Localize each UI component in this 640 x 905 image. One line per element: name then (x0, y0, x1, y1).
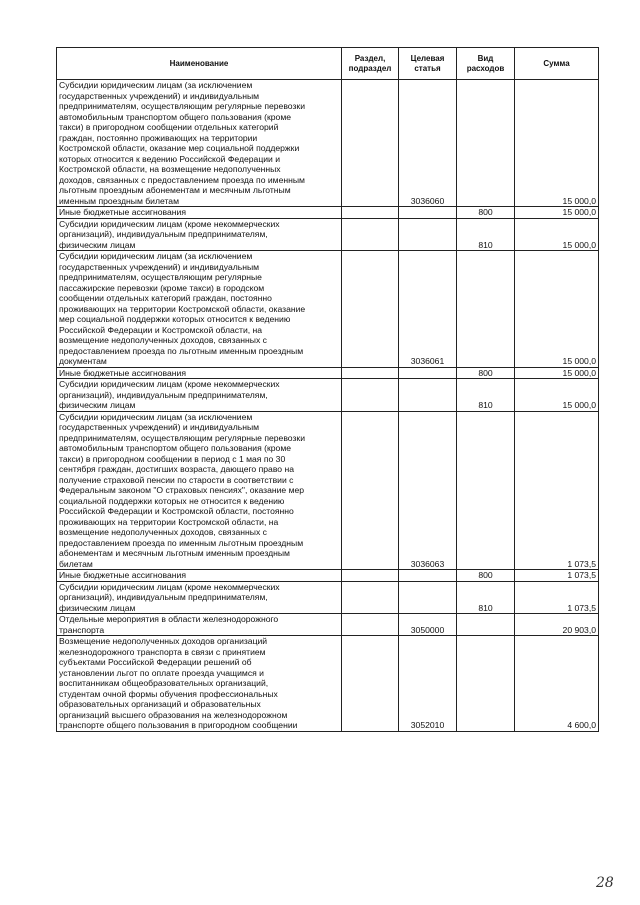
table-row (57, 581, 599, 614)
cell-article (399, 570, 457, 582)
cell-name: Возмещение недополученных доходов организаций железнодорожного транспорта в связи с принятием субъектами Российской Федерации решений об установлении льгот по оплате проезда учащимся и воспитанникам общеобразовательных организаций, студентам очной формы обучения профессиональных образовательных организаций и образовательных организаций высшего образования на железнодорожном транспорте общего пользования в пригородном сообщении (57, 636, 342, 732)
table-row (57, 251, 599, 368)
cell-name: Субсидии юридическим лицам (за исключением государственных учреждений) и индивидуальным предпринимателям, осуществляющим регулярные пассажирские перевозки (кроме такси) в городском сообщении отдельных категорий граждан, постоянно проживающих на территории Костромской области, оказание мер социальной поддержки которых относится к ведению Российской Федерации и Костромской области, на возмещение недополученных доходов, связанных с предоставлением проезда по льготным именным проездным документам (57, 251, 342, 368)
cell-name: Иные бюджетные ассигнования (57, 207, 342, 219)
cell-article: 3052010 (399, 636, 457, 732)
cell-section (342, 251, 399, 368)
table-row (57, 411, 599, 570)
cell-expense: 810 (457, 218, 515, 251)
cell-name: Субсидии юридическим лицам (за исключением государственных учреждений) и индивидуальным предпринимателям, осуществляющим регулярные перевозки автомобильным транспортом общего пользования (кроме такси) в пригородном сообщении в период с 1 мая по 30 сентября граждан, достигших возраста, дающего право на получение страховой пенсии по старости в соответствии с Федеральным законом "О страховых пенсиях", оказание мер социальной поддержки которых не относится к ведению Российской Федерации и Костромской области, постоянно проживающих на территории Костромской области, на возмещение недополученных доходов, связанных с предоставлением проезда по именным льготным проездным абонементам и месячным льготным именным проездным билетам (57, 411, 342, 570)
cell-expense (457, 636, 515, 732)
cell-section (342, 367, 399, 379)
cell-expense: 800 (457, 207, 515, 219)
cell-sum: 4 600,0 (515, 636, 599, 732)
cell-sum: 1 073,5 (515, 411, 599, 570)
cell-section (342, 379, 399, 412)
table-row (57, 218, 599, 251)
cell-expense (457, 251, 515, 368)
cell-sum: 15 000,0 (515, 379, 599, 412)
cell-section (342, 614, 399, 636)
cell-article: 3050000 (399, 614, 457, 636)
cell-section (342, 581, 399, 614)
table-row (57, 636, 599, 732)
cell-sum: 15 000,0 (515, 207, 599, 219)
table-row (57, 614, 599, 636)
cell-expense: 800 (457, 570, 515, 582)
cell-sum: 15 000,0 (515, 251, 599, 368)
table-row (57, 570, 599, 582)
cell-name: Иные бюджетные ассигнования (57, 367, 342, 379)
header-expense: Вид расходов (457, 48, 515, 80)
cell-name: Субсидии юридическим лицам (кроме некоммерческих организаций), индивидуальным предпринимателям, физическим лицам (57, 581, 342, 614)
table-row (57, 207, 599, 219)
cell-sum: 20 903,0 (515, 614, 599, 636)
cell-sum: 1 073,5 (515, 581, 599, 614)
cell-section (342, 570, 399, 582)
cell-article (399, 367, 457, 379)
cell-article (399, 218, 457, 251)
header-section: Раздел, подраздел (342, 48, 399, 80)
cell-name: Субсидии юридическим лицам (кроме некоммерческих организаций), индивидуальным предпринимателям, физическим лицам (57, 379, 342, 412)
cell-expense: 800 (457, 367, 515, 379)
cell-sum: 1 073,5 (515, 570, 599, 582)
cell-section (342, 636, 399, 732)
cell-expense (457, 80, 515, 207)
cell-expense: 810 (457, 379, 515, 412)
cell-article: 3036061 (399, 251, 457, 368)
table-row (57, 80, 599, 207)
cell-article: 3036063 (399, 411, 457, 570)
header-name: Наименование (57, 48, 342, 80)
cell-article (399, 207, 457, 219)
table-header-row (57, 48, 599, 80)
cell-article: 3036060 (399, 80, 457, 207)
cell-article (399, 581, 457, 614)
table-row (57, 379, 599, 412)
cell-expense: 810 (457, 581, 515, 614)
cell-section (342, 411, 399, 570)
cell-name: Субсидии юридическим лицам (за исключением государственных учреждений) и индивидуальным предпринимателям, осуществляющим регулярные перевозки автомобильным транспортом общего пользования (кроме такси) в пригородном сообщении отдельных категорий граждан, постоянно проживающих на территории Костромской области, оказание мер социальной поддержки которых относится к ведению Российской Федерации и Костромской области, на возмещение недополученных доходов, связанных с предоставлением проезда по именным льготным проездным абонементам и месячным льготным именным проездным билетам (57, 80, 342, 207)
cell-name: Субсидии юридическим лицам (кроме некоммерческих организаций), индивидуальным предпринимателям, физическим лицам (57, 218, 342, 251)
cell-section (342, 207, 399, 219)
header-sum: Сумма (515, 48, 599, 80)
page-number: 28 (596, 875, 614, 891)
cell-expense (457, 614, 515, 636)
header-article: Целевая статья (399, 48, 457, 80)
cell-sum: 15 000,0 (515, 218, 599, 251)
table-row (57, 367, 599, 379)
cell-name: Отдельные мероприятия в области железнодорожного транспорта (57, 614, 342, 636)
cell-section (342, 218, 399, 251)
cell-article (399, 379, 457, 412)
cell-sum: 15 000,0 (515, 80, 599, 207)
cell-name: Иные бюджетные ассигнования (57, 570, 342, 582)
budget-table (56, 47, 599, 732)
cell-section (342, 80, 399, 207)
cell-expense (457, 411, 515, 570)
cell-sum: 15 000,0 (515, 367, 599, 379)
